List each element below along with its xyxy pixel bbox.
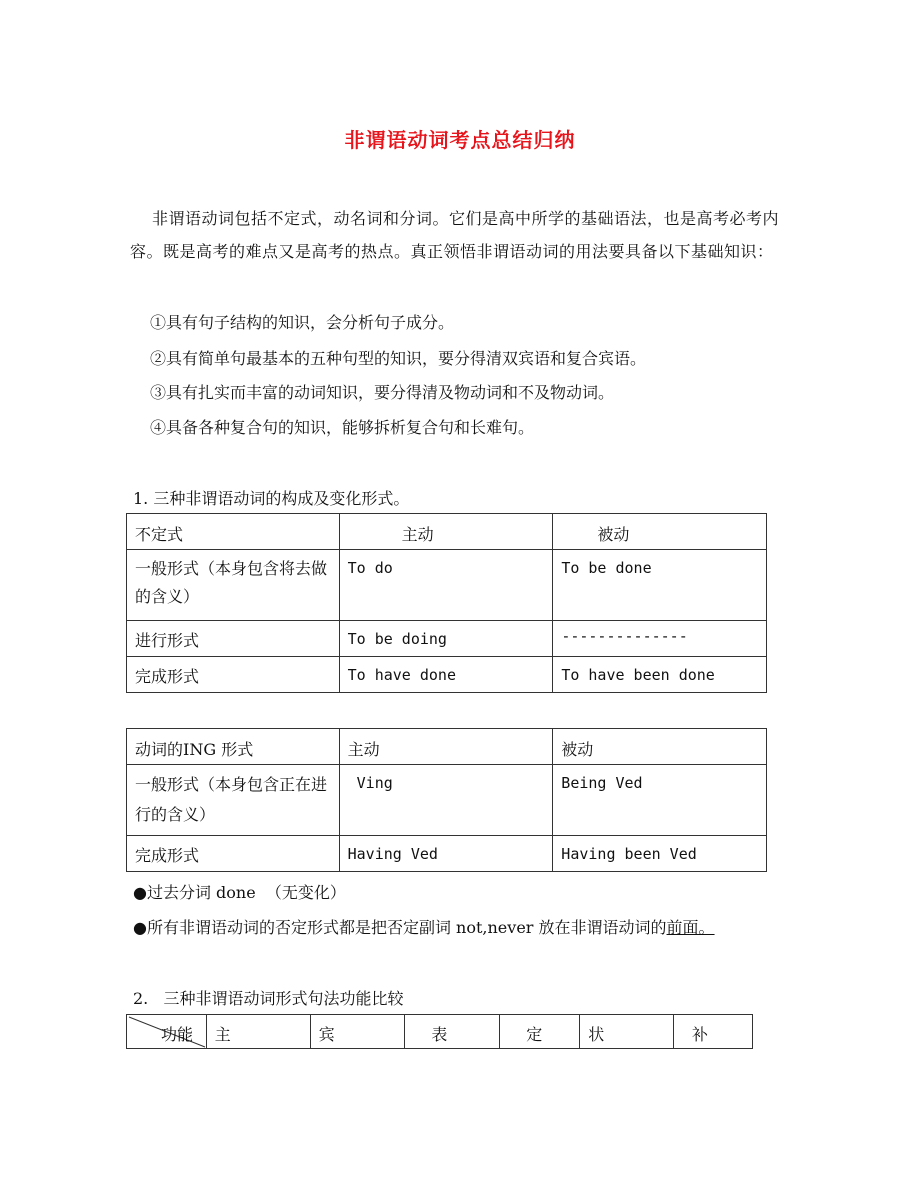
bullet-negation-text: ●所有非谓语动词的否定形式都是把否定副词 not,never 放在非谓语动词的 bbox=[133, 918, 667, 937]
section-1-heading: 1. 三种非谓语动词的构成及变化形式。 bbox=[133, 489, 410, 508]
table-cell: 进行形式 bbox=[127, 621, 340, 657]
table-header-cell: 状 bbox=[580, 1015, 674, 1049]
table-cell: -------------- bbox=[553, 621, 767, 657]
document-title: 非谓语动词考点总结归纳 bbox=[344, 128, 576, 152]
requirement-1: ①具有句子结构的知识，会分析句子成分。 bbox=[150, 313, 455, 332]
table-cell: 完成形式 bbox=[127, 836, 340, 872]
table-cell: To have been done bbox=[553, 657, 767, 693]
intro-paragraph: 非谓语动词包括不定式，动名词和分词。它们是高中所学的基础语法，也是高考必考内容。既是高考的难点又是高考的热点。真正领悟非谓语动词的用法要具备以下基础知识： bbox=[130, 209, 780, 261]
requirement-3: ③具有扎实而丰富的动词知识，要分得清及物动词和不及物动词。 bbox=[150, 383, 615, 402]
table-header-cell: 表 bbox=[405, 1015, 500, 1049]
infinitive-forms-table bbox=[126, 513, 767, 693]
function-comparison-table bbox=[126, 1014, 753, 1049]
table-header-cell: 主动 bbox=[339, 514, 553, 550]
table-row bbox=[127, 514, 767, 550]
bullet-negation-underlined: 前面。 bbox=[666, 918, 715, 937]
table-header-cell: 被动 bbox=[553, 514, 767, 550]
table-header-cell: 功能 bbox=[161, 1025, 194, 1044]
table-row bbox=[127, 657, 767, 693]
table-row bbox=[127, 729, 767, 765]
table-header-cell: 补 bbox=[674, 1015, 753, 1049]
table-header-cell: 不定式 bbox=[127, 514, 340, 550]
requirement-2: ②具有简单句最基本的五种句型的知识，要分得清双宾语和复合宾语。 bbox=[150, 349, 647, 368]
table-cell: To be doing bbox=[339, 621, 553, 657]
table-row bbox=[127, 836, 767, 872]
table-row bbox=[127, 765, 767, 836]
table-cell: Being Ved bbox=[553, 765, 767, 836]
table-cell: To have done bbox=[339, 657, 553, 693]
bullet-past-participle: ●过去分词 done （无变化） bbox=[133, 883, 346, 902]
table-header-cell: 主动 bbox=[339, 729, 553, 765]
table-cell: Having been Ved bbox=[553, 836, 767, 872]
table-row bbox=[127, 1015, 753, 1049]
table-header-cell: 宾 bbox=[310, 1015, 405, 1049]
table-cell: To be done bbox=[553, 550, 767, 621]
table-header-cell: 被动 bbox=[553, 729, 767, 765]
table-cell: 完成形式 bbox=[127, 657, 340, 693]
table-cell: 一般形式（本身包含正在进行的含义） bbox=[127, 765, 340, 836]
table-row bbox=[127, 621, 767, 657]
table-header-cell: 动词的ING 形式 bbox=[127, 729, 340, 765]
table-cell: Having Ved bbox=[339, 836, 553, 872]
table-cell: To do bbox=[339, 550, 553, 621]
diagonal-header-cell bbox=[127, 1015, 207, 1049]
requirement-4: ④具备各种复合句的知识，能够拆析复合句和长难句。 bbox=[150, 418, 535, 437]
table-header-cell: 主 bbox=[206, 1015, 310, 1049]
section-2-heading: 2. 三种非谓语动词形式句法功能比较 bbox=[133, 989, 404, 1008]
ing-forms-table bbox=[126, 728, 767, 872]
table-row bbox=[127, 550, 767, 621]
table-cell: Ving bbox=[339, 765, 553, 836]
bullet-negation bbox=[133, 915, 715, 938]
table-header-cell: 定 bbox=[500, 1015, 580, 1049]
table-cell: 一般形式（本身包含将去做的含义） bbox=[127, 550, 340, 621]
